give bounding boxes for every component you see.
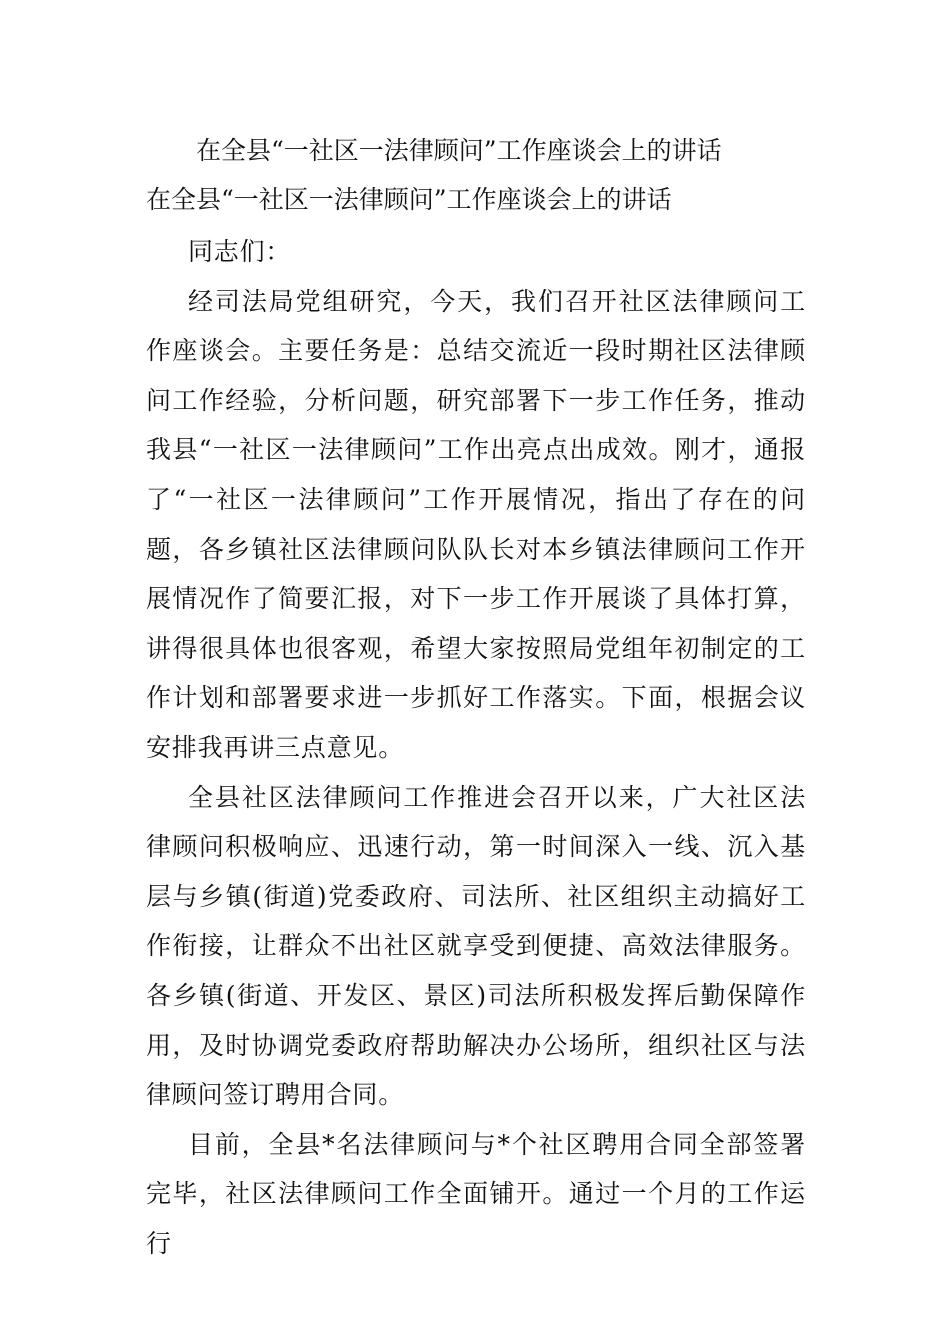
salutation: 同志们： [188, 237, 292, 266]
document-subtitle: 在全县“一社区一法律顾问”工作座谈会上的讲话 [146, 185, 672, 214]
paragraph-1: 经司法局党组研究，今天，我们召开社区法律顾问工作座谈会。主要任务是：总结交流近一段时期社区法律顾问工作经验，分析问题，研究部署下一步工作任务，推动我县“一社区一法律顾问”工作出亮点出成效。刚才，通报了“一社区一法律顾问”工作开展情况，指出了存在的问题，各乡镇社区法律顾问队队长对本乡镇法律顾问工作开展情况作了简要汇报，对下一步工作开展谈了具体打算，讲得很具体也很客观，希望大家按照局党组年初制定的工作计划和部署要求进一步抓好工作落实。下面，根据会议安排我再讲三点意见。 [146, 286, 806, 762]
document-title: 在全县“一社区一法律顾问”工作座谈会上的讲话 [196, 136, 722, 165]
paragraph-3: 目前，全县*名法律顾问与*个社区聘用合同全部签署完毕，社区法律顾问工作全面铺开。通过一个月的工作运行 [146, 1129, 806, 1258]
document-body [146, 227, 806, 1268]
paragraph-2: 全县社区法律顾问工作推进会召开以来，广大社区法律顾问积极响应、迅速行动，第一时间深入一线、沉入基层与乡镇(街道)党委政府、司法所、社区组织主动搞好工作衔接，让群众不出社区就享受到便捷、高效法律服务。各乡镇(街道、开发区、景区)司法所积极发挥后勤保障作用，及时协调党委政府帮助解决办公场所，组织社区与法律顾问签订聘用合同。 [146, 782, 806, 1110]
